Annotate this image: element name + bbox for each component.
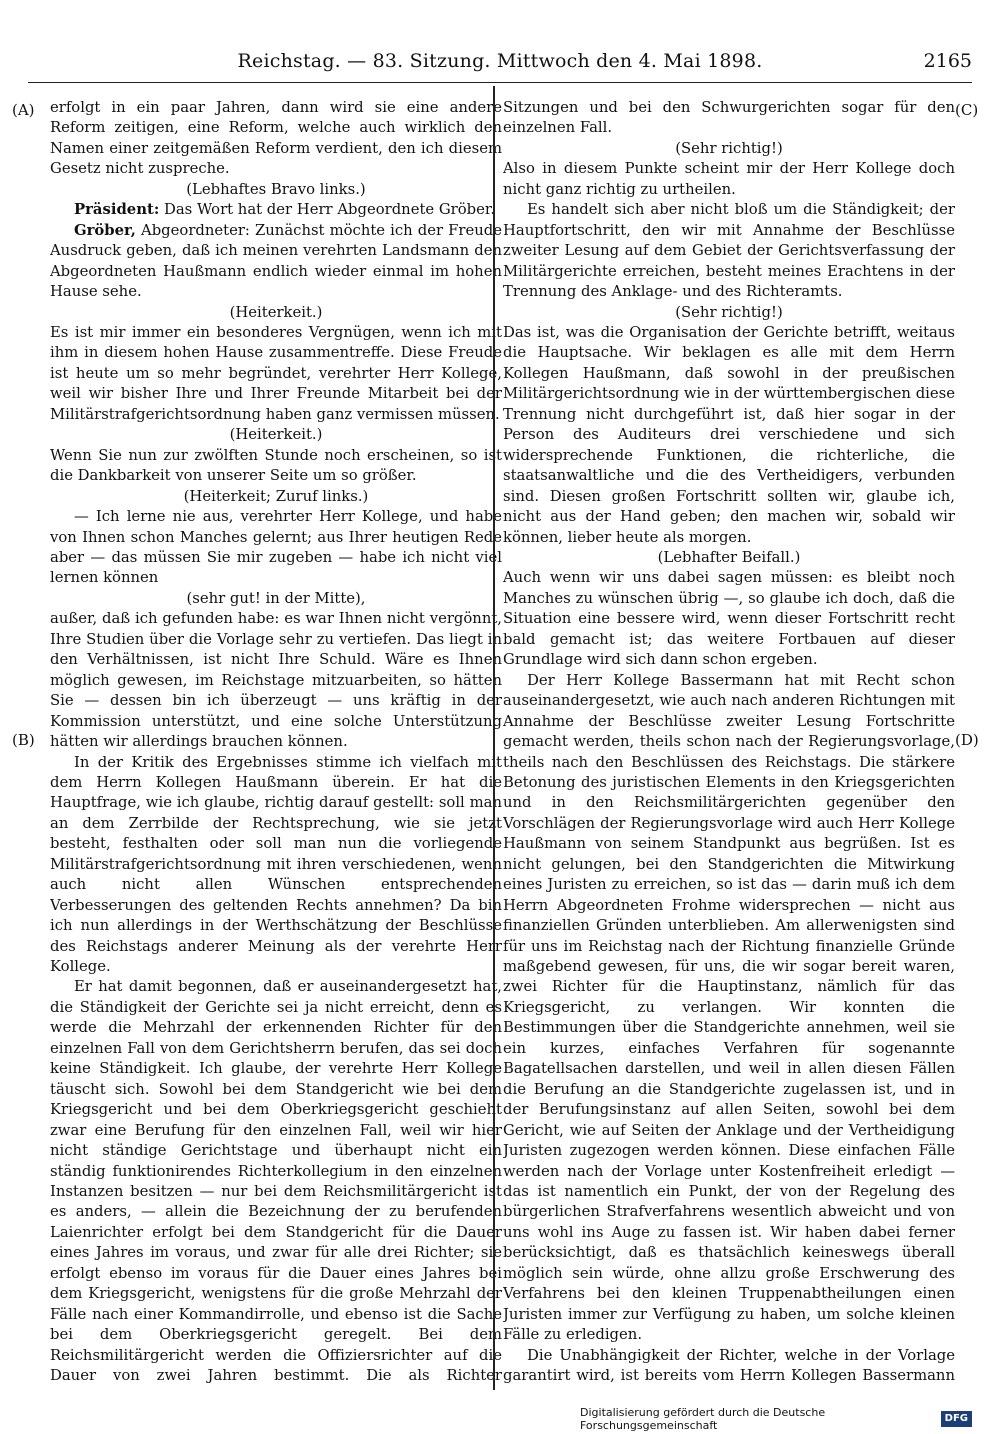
paragraph-text: (Lebhafter Beifall.) bbox=[657, 548, 801, 566]
paragraph-text: — Ich lerne nie aus, verehrter Herr Kollege, und habe von Ihnen schon Manches gelernt; aus Ihrer heutigen Rede aber — das müssen Sie mir zugeben — habe ich nicht viel lernen können bbox=[50, 508, 502, 587]
paragraph bbox=[50, 977, 502, 1388]
paragraph bbox=[503, 568, 955, 670]
paragraph bbox=[503, 1346, 955, 1388]
paragraph-text: Also in diesem Punkte scheint mir der Herr Kollege doch nicht ganz richtig zu urtheilen. bbox=[503, 160, 955, 198]
paragraph-text: Es ist mir immer ein besonderes Vergnügen, wenn ich mit ihm in diesem hohen Hause zusammentreffe. Diese Freude ist heute um so mehr begründet, verehrter Herr Kollege, weil wir bisher Ihre und Ihrer Freunde Mitarbeit bei der Militärstrafgerichtsordnung haben ganz vermissen müssen. bbox=[50, 323, 502, 423]
paragraph-text: (Sehr richtig!) bbox=[675, 139, 783, 157]
interjection bbox=[503, 548, 955, 568]
column-divider bbox=[493, 86, 495, 1390]
dfg-logo: DFG bbox=[941, 1411, 972, 1427]
paragraph-text: (sehr gut! in der Mitte), bbox=[186, 589, 366, 607]
paragraph-text: außer, daß ich gefunden habe: es war Ihnen nicht vergönnt, Ihre Studien über die Vorlage sehr zu vertiefen. Das liegt in den Verhältnissen, ist nicht Ihre Schuld. Wäre es Ihnen möglich gewesen, im Reichstage mitzuarbeiten, so hätten Sie — dessen bin ich überzeugt — uns kräftig in der Kommission unterstützt, und eine solche Unterstützung hätten wir allerdings brauchen können. bbox=[50, 610, 502, 751]
paragraph-text: In der Kritik des Ergebnisses stimme ich vielfach mit dem Herrn Kollegen Haußmann überein. Er hat die Hauptfrage, wie ich glaube, richtig darauf gestellt: soll man an dem Zerrbilde der Rechtsprechung, wie sie jetzt besteht, festhalten oder soll man nun die vorliegende Militärstrafgerichtsordnung mit ihren verschiedenen, wenn auch nicht allen Wünschen entsprechenden Verbesserungen des geltenden Rechts annehmen? Da bin ich nun allerdings in der Werthschätzung der Beschlüsse des Reichstags anderer Meinung als der verehrte Herr Kollege. bbox=[50, 753, 502, 976]
paragraph-text: Das ist, was die Organisation der Gerichte betrifft, weitaus die Hauptsache. Wir beklagen es alle mit dem Herrn Kollegen Haußmann, daß sowohl in der preußischen Militärgerichtsordnung wie in der württembergischen diese Trennung nicht durchgeführt ist, daß hier sogar in der Person des Auditeurs drei verschiedene und sich widersprechende Funktionen, die richterliche, die staatsanwaltliche und die des Vertheidigers, verbunden sind. Diesen großen Fortschritt sollten wir, glaube ich, nicht aus der Hand geben; den machen wir, sobald wir können, lieber heute als morgen. bbox=[503, 323, 955, 546]
paragraph-text: Die Unabhängigkeit der Richter, welche in der Vorlage garantirt wird, ist bereits vom Herrn Kollegen Bassermann bbox=[503, 1346, 955, 1385]
paragraph bbox=[50, 753, 502, 978]
paragraph-text: Das Wort hat der Herr Abgeordnete Gröber. bbox=[159, 201, 496, 219]
paragraph-text: (Sehr richtig!) bbox=[675, 303, 783, 321]
paragraph-text: Es handelt sich aber nicht bloß um die Ständigkeit; der Hauptfortschritt, den wir mit Annahme der Beschlüsse zweiter Lesung auf dem Gebiet der Gerichtsverfassung der Militärgerichte erreichen, besteht meines Erachtens in der Trennung des Anklage- und des Richteramts. bbox=[503, 201, 955, 301]
footer-credit: Digitalisierung gefördert durch die Deutsche Forschungsgemeinschaft bbox=[580, 1406, 826, 1432]
margin-mark-b: (B) bbox=[12, 731, 35, 749]
page-number: 2165 bbox=[923, 50, 972, 72]
paragraph bbox=[503, 323, 955, 548]
paragraph bbox=[50, 507, 502, 589]
header-divider bbox=[28, 82, 972, 83]
left-text-column bbox=[50, 98, 502, 1388]
running-header bbox=[28, 44, 972, 78]
paragraph-text: (Heiterkeit.) bbox=[229, 303, 323, 321]
interjection bbox=[50, 487, 502, 507]
paragraph bbox=[50, 221, 502, 303]
interjection bbox=[503, 139, 955, 159]
margin-mark-c: (C) bbox=[955, 101, 979, 119]
interjection bbox=[50, 180, 502, 200]
paragraph-text: (Lebhaftes Bravo links.) bbox=[186, 180, 366, 198]
paragraph-text: erfolgt in ein paar Jahren, dann wird sie eine andere Reform zeitigen, eine Reform, welche auch wirklich den Namen einer zeitgemäßen Reform verdient, den ich diesem Gesetz nicht zuspreche. bbox=[50, 99, 502, 178]
header-title: Reichstag. — 83. Sitzung. Mittwoch den 4. Mai 1898. bbox=[237, 50, 763, 72]
paragraph bbox=[503, 671, 955, 1346]
speaker-name: Gröber, bbox=[74, 221, 136, 239]
paragraph-text: Auch wenn wir uns dabei sagen müssen: es bleibt noch Manches zu wünschen übrig —, so glaube ich doch, daß die Situation eine bessere wird, wenn dieser Fortschritt recht bald gemacht ist; das weitere Fortbauen auf dieser Grundlage wird sich dann schon ergeben. bbox=[503, 569, 955, 669]
paragraph-text: (Heiterkeit; Zuruf links.) bbox=[183, 487, 369, 505]
paragraph-text: Wenn Sie nun zur zwölften Stunde noch erscheinen, so ist die Dankbarkeit von unserer Seite um so größer. bbox=[50, 446, 502, 485]
margin-mark-d: (D) bbox=[955, 731, 979, 749]
footer bbox=[580, 1406, 972, 1432]
interjection bbox=[503, 303, 955, 323]
paragraph bbox=[50, 446, 502, 487]
margin-mark-a: (A) bbox=[12, 101, 35, 119]
paragraph-text: Der Herr Kollege Bassermann hat mit Recht schon auseinandergesetzt, wie auch nach anderen Richtungen mit Annahme der Beschlüsse zweiter Lesung Fortschritte gemacht werden, theils schon nach der Regierungsvorlage, theils nach den Beschlüssen des Reichstags. Die stärkere Betonung des juristischen Elements in den Kriegsgerichten und in den Reichsmilitärgerichten gegenüber den Vorschlägen der Regierungsvorlage wird auch Herr Kollege Haußmann von seinem Standpunkt aus begrüßen. Ist es nicht gelungen, bei den Standgerichten die Mitwirkung eines Juristen zu erreichen, so ist das — darin muß ich dem Herrn Abgeordneten Frohme widersprechen — nicht aus finanziellen Gründen unterblieben. Am allerwenigsten sind für uns im Reichstag nach der Richtung finanzielle Gründe maßgebend gewesen, für uns, die wir sogar bereit waren, zwei Richter für die Hauptinstanz, nämlich für das Kriegsgericht, zu verlangen. Wir konnten die Bestimmungen über die Standgerichte annehmen, weil sie ein kurzes, einfaches Verfahren für sogenannte Bagatellsachen darstellen, und weil in allen diesen Fällen die Berufung an die Standgerichte zugelassen ist, und in der Berufungsinstanz auf allen Seiten, sowohl bei dem Gericht, wie auf Seiten der Anklage und der Vertheidigung Juristen zugezogen werden können. Diese einfachen Fälle werden nach der Vorlage unter Kostenfreiheit erledigt — das ist namentlich ein Punkt, der von der Regelung des bürgerlichen Strafverfahrens wesentlich abweicht und von uns wohl ins Auge zu fassen ist. Wir haben dabei ferner berücksichtigt, daß es thatsächlich keineswegs überall möglich sein würde, ohne allzu große Erschwerung des Verfahrens bei den kleinen Truppenabtheilungen einen Juristen immer zur Verfügung zu haben, um solche kleinen Fälle zu erledigen. bbox=[503, 671, 955, 1344]
paragraph-text: (Heiterkeit.) bbox=[229, 426, 323, 444]
right-text-column bbox=[503, 98, 955, 1388]
paragraph bbox=[50, 323, 502, 425]
paragraph bbox=[503, 159, 955, 200]
speaker-name: Präsident: bbox=[74, 201, 160, 219]
paragraph bbox=[50, 200, 502, 220]
paragraph bbox=[503, 200, 955, 302]
interjection bbox=[50, 303, 502, 323]
paragraph-text: Sitzungen und bei den Schwurgerichten sogar für den einzelnen Fall. bbox=[503, 99, 955, 137]
paragraph-text: Abgeordneter: Zunächst möchte ich der Freude Ausdruck geben, daß ich meinen verehrten Landsmann den Abgeordneten Haußmann endlich wieder einmal im hohen Hause sehe. bbox=[50, 221, 502, 301]
interjection bbox=[50, 425, 502, 445]
paragraph-text: Er hat damit begonnen, daß er auseinandergesetzt hat, die Ständigkeit der Gerichte sei ja nicht erreicht, denn es werde die Mehrzahl der erkennenden Richter für den einzelnen Fall von dem Gerichtsherrn berufen, das sei doch keine Ständigkeit. Ich glaube, der verehrte Herr Kollege täuscht sich. Sowohl bei dem Standgericht wie bei dem Kriegsgericht und bei dem Oberkriegsgericht geschieht zwar eine Berufung für den einzelnen Fall, weil wir hier nicht ständige Gerichtstage und überhaupt nicht ein ständig funktionirendes Richterkollegium in den einzelnen Instanzen besitzen — nur bei dem Reichsmilitärgericht ist es anders, — allein die Bezeichnung der zu berufenden Laienrichter erfolgt bei dem Standgericht für die Dauer eines Jahres im voraus, und zwar für alle drei Richter; sie erfolgt ebenso im voraus für die Dauer eines Jahres bei dem Kriegsgericht, wenigstens für die große Mehrzahl der Fälle nach einer Kommandirrolle, und ebenso ist die Sache bei dem Oberkriegsgericht geregelt. Bei dem Reichsmilitärgericht werden die Offiziersrichter auf die Dauer von zwei Jahren bestimmt. Die als Richter bbox=[50, 978, 502, 1385]
paragraph bbox=[50, 98, 502, 180]
interjection bbox=[50, 589, 502, 609]
paragraph bbox=[50, 609, 502, 752]
paragraph bbox=[503, 98, 955, 139]
